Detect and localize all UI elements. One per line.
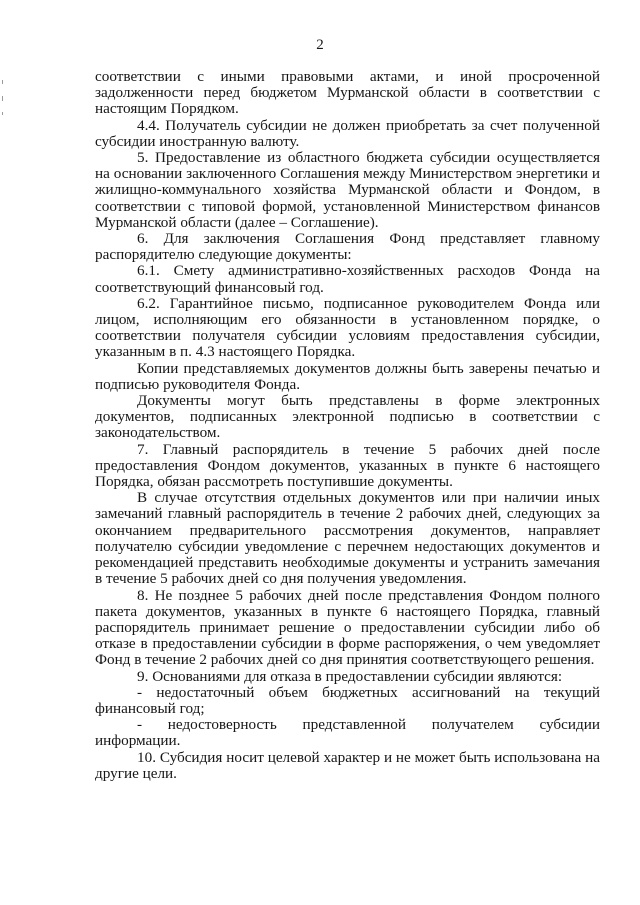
paragraph: 9. Основаниями для отказа в предоставлении субсидии являются: (137, 667, 563, 685)
document-body (95, 69, 600, 782)
paragraph: - недостаточный объем бюджетных ассигнований на текущий финансовый год; (95, 683, 600, 717)
scan-edge-mark (2, 80, 3, 84)
paragraph: 6. Для заключения Соглашения Фонд представляет главному распорядителю следующие документы: (95, 230, 600, 264)
paragraph: 4.4. Получатель субсидии не должен приобретать за счет полученной субсидии иностранную валюту. (95, 116, 600, 150)
paragraph: 6.2. Гарантийное письмо, подписанное руководителем Фонда или лицом, исполняющим его обязанности в установленном порядке, о соответствии получателя субсидии условиям предоставления субсидии, указанным в п. 4.3 настоящего Порядка. (95, 294, 600, 361)
scan-edge-mark (2, 112, 3, 115)
paragraph: 7. Главный распорядитель в течение 5 рабочих дней после предоставления Фондом документов, указанных в пункте 6 настоящего Порядка, обязан рассмотреть поступившие документы. (95, 440, 600, 491)
paragraph: соответствии с иными правовыми актами, и иной просроченной задолженности перед бюджетом Мурманской области в соответствии с настоящим Порядком. (95, 68, 600, 118)
scan-edge-mark (2, 96, 3, 101)
paragraph: - недостоверность представленной получателем субсидии информации. (95, 716, 600, 750)
paragraph: Копии представляемых документов должны быть заверены печатью и подписью руководителя Фонда. (95, 359, 600, 393)
paragraph: 10. Субсидия носит целевой характер и не может быть использована на другие цели. (95, 748, 600, 782)
paragraph: Документы могут быть представлены в форме электронных документов, подписанных электронной подписью в соответствии с законодательством. (95, 392, 600, 442)
page-number: 2 (316, 37, 324, 53)
paragraph: 6.1. Смету административно-хозяйственных расходов Фонда на соответствующий финансовый год. (95, 262, 600, 296)
paragraph: В случае отсутствия отдельных документов или при наличии иных замечаний главный распорядитель в течение 2 рабочих дней, следующих за окончанием предварительного рассмотрения документов, направляет получателю субсидии уведомление с перечнем недостающих документов и рекомендацией представить необходимые документы и устранить замечания в течение 5 рабочих дней со дня получения уведомления. (95, 489, 600, 588)
paragraph: 8. Не позднее 5 рабочих дней после представления Фондом полного пакета документов, указанных в пункте 6 настоящего Порядка, главный распорядитель принимает решение о предоставлении субсидии либо об отказе в предоставлении субсидии в форме распоряжения, о чем уведомляет Фонд в течение 2 рабочих дней со дня принятия соответствующего решения. (95, 586, 600, 669)
paragraph: 5. Предоставление из областного бюджета субсидии осуществляется на основании заключенного Соглашения между Министерством энергетики и жилищно-коммунального хозяйства Мурманской области и Фондом, в соответствии с типовой формой, установленной Министерством финансов Мурманской области (далее – Соглашение). (95, 149, 600, 231)
